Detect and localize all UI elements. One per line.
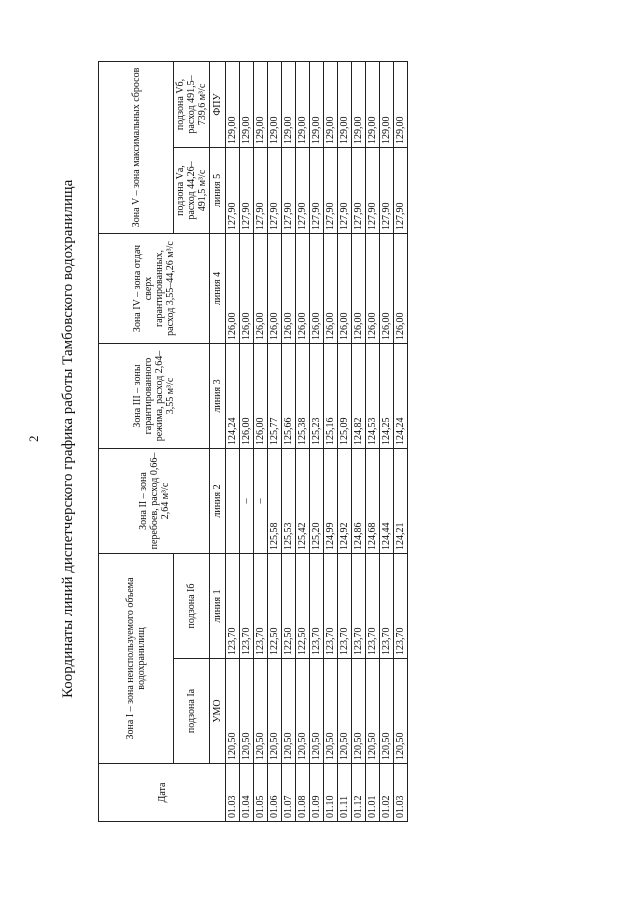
table-row <box>296 62 310 822</box>
value-cell: 125,77 <box>268 344 282 449</box>
value-cell: 120,50 <box>338 659 352 764</box>
header-zone-2: Зона II – зона перебоев, расход 0,66–2,64 м³/с <box>99 449 210 554</box>
value-cell: 127,90 <box>380 148 394 234</box>
value-cell: 120,50 <box>352 659 366 764</box>
value-cell: 127,90 <box>338 148 352 234</box>
date-cell: 01.03 <box>394 764 408 822</box>
value-cell: 127,90 <box>310 148 324 234</box>
value-cell: 120,50 <box>380 659 394 764</box>
header-line-label: ФПУ <box>210 62 226 148</box>
value-cell: 120,50 <box>394 659 408 764</box>
header-line-label: линия 2 <box>210 449 226 554</box>
page-number: 2 <box>26 435 41 442</box>
value-cell: 124,24 <box>394 344 408 449</box>
value-cell: 126,00 <box>338 234 352 344</box>
value-cell: 123,70 <box>324 554 338 659</box>
value-cell: 123,70 <box>352 554 366 659</box>
value-cell <box>226 449 240 554</box>
value-cell: 126,00 <box>226 234 240 344</box>
value-cell: 126,00 <box>240 344 254 449</box>
value-cell: 124,99 <box>324 449 338 554</box>
date-cell: 01.07 <box>282 764 296 822</box>
value-cell: 127,90 <box>352 148 366 234</box>
value-cell: 124,25 <box>380 344 394 449</box>
value-cell: 127,90 <box>366 148 380 234</box>
header-zone-1a: подзона Iа <box>174 659 210 764</box>
value-cell: 126,00 <box>240 234 254 344</box>
table-row <box>338 62 352 822</box>
value-cell: 120,50 <box>268 659 282 764</box>
value-cell: 124,53 <box>366 344 380 449</box>
date-cell: 01.04 <box>240 764 254 822</box>
table-row <box>324 62 338 822</box>
value-cell: 120,50 <box>296 659 310 764</box>
value-cell: 126,00 <box>296 234 310 344</box>
value-cell: 126,00 <box>380 234 394 344</box>
table-row <box>310 62 324 822</box>
header-date: Дата <box>99 764 226 822</box>
value-cell: 126,00 <box>254 344 268 449</box>
value-cell: 127,90 <box>268 148 282 234</box>
value-cell: 124,44 <box>380 449 394 554</box>
date-cell: 01.05 <box>254 764 268 822</box>
dispatch-schedule-table <box>98 61 408 822</box>
header-zone-1: Зона I – зона неиспользуемого объема водохранилищ <box>99 554 174 764</box>
date-cell: 01.08 <box>296 764 310 822</box>
value-cell: 124,92 <box>338 449 352 554</box>
value-cell: 129,00 <box>380 62 394 148</box>
table-row <box>268 62 282 822</box>
date-cell: 01.10 <box>324 764 338 822</box>
value-cell: 123,70 <box>254 554 268 659</box>
value-cell: 120,50 <box>240 659 254 764</box>
header-zone-4: Зона IV – зона отдач сверх гарантированных, расход 3,55–44,26 м³/с <box>99 234 210 344</box>
value-cell: – <box>254 449 268 554</box>
header-zone-1b: подзона Iб <box>174 554 210 659</box>
value-cell: 125,20 <box>310 449 324 554</box>
date-cell: 01.11 <box>338 764 352 822</box>
header-zone-5b: подзона Vб, расход 491,5–739,6 м³/с <box>174 62 210 148</box>
value-cell: 129,00 <box>324 62 338 148</box>
value-cell: 122,50 <box>268 554 282 659</box>
value-cell: 127,90 <box>394 148 408 234</box>
date-cell: 01.02 <box>380 764 394 822</box>
table-body <box>226 62 408 822</box>
value-cell: 129,00 <box>352 62 366 148</box>
header-zone-5a: подзона Vа, расход 44,26–491,5 м³/с <box>174 148 210 234</box>
value-cell: 126,00 <box>310 234 324 344</box>
header-line-label: линия 3 <box>210 344 226 449</box>
header-line-label: УМО <box>210 659 226 764</box>
date-cell: 01.09 <box>310 764 324 822</box>
value-cell: 129,00 <box>296 62 310 148</box>
value-cell: 125,42 <box>296 449 310 554</box>
table-row <box>254 62 268 822</box>
value-cell: 129,00 <box>254 62 268 148</box>
date-cell: 01.06 <box>268 764 282 822</box>
value-cell: 120,50 <box>254 659 268 764</box>
value-cell: 126,00 <box>352 234 366 344</box>
value-cell: 122,50 <box>296 554 310 659</box>
value-cell: 120,50 <box>282 659 296 764</box>
value-cell: 125,66 <box>282 344 296 449</box>
value-cell: 129,00 <box>394 62 408 148</box>
value-cell: 123,70 <box>366 554 380 659</box>
page-title: Координаты линий диспетчерского графика работы Тамбовского водохранилища <box>60 179 76 698</box>
value-cell: 123,70 <box>226 554 240 659</box>
value-cell: 120,50 <box>366 659 380 764</box>
value-cell: 127,90 <box>324 148 338 234</box>
value-cell: 124,24 <box>226 344 240 449</box>
value-cell: 122,50 <box>282 554 296 659</box>
value-cell: 126,00 <box>282 234 296 344</box>
value-cell: 129,00 <box>268 62 282 148</box>
value-cell: 124,21 <box>394 449 408 554</box>
value-cell: 125,09 <box>338 344 352 449</box>
value-cell: 129,00 <box>226 62 240 148</box>
table-row <box>226 62 240 822</box>
dispatch-table-wrapper <box>98 62 406 822</box>
value-cell: 124,68 <box>366 449 380 554</box>
value-cell: 129,00 <box>240 62 254 148</box>
value-cell: 120,50 <box>226 659 240 764</box>
value-cell: 123,70 <box>380 554 394 659</box>
value-cell: 129,00 <box>282 62 296 148</box>
value-cell: 127,90 <box>226 148 240 234</box>
date-cell: 01.12 <box>352 764 366 822</box>
value-cell: 123,70 <box>394 554 408 659</box>
header-line-label: линия 5 <box>210 148 226 234</box>
header-line-label: линия 1 <box>210 554 226 659</box>
table-row <box>240 62 254 822</box>
value-cell: – <box>240 449 254 554</box>
value-cell: 124,86 <box>352 449 366 554</box>
value-cell: 129,00 <box>366 62 380 148</box>
value-cell: 124,82 <box>352 344 366 449</box>
line-label-row <box>210 62 226 822</box>
value-cell: 125,53 <box>282 449 296 554</box>
header-zone-3: Зона III – зоны гарантированного режима, расход 2,64–3,55 м³/с <box>99 344 210 449</box>
date-cell: 01.01 <box>366 764 380 822</box>
date-cell: 01.03 <box>226 764 240 822</box>
value-cell: 123,70 <box>338 554 352 659</box>
value-cell: 126,00 <box>324 234 338 344</box>
value-cell: 120,50 <box>310 659 324 764</box>
value-cell: 123,70 <box>240 554 254 659</box>
header-line-label: линия 4 <box>210 234 226 344</box>
value-cell: 126,00 <box>394 234 408 344</box>
table-row <box>352 62 366 822</box>
value-cell: 129,00 <box>338 62 352 148</box>
value-cell: 125,16 <box>324 344 338 449</box>
value-cell: 127,90 <box>240 148 254 234</box>
value-cell: 127,90 <box>296 148 310 234</box>
value-cell: 125,58 <box>268 449 282 554</box>
value-cell: 123,70 <box>310 554 324 659</box>
table-row <box>282 62 296 822</box>
value-cell: 129,00 <box>310 62 324 148</box>
value-cell: 126,00 <box>366 234 380 344</box>
header-zone-5: Зона V – зона максимальных сбросов <box>99 62 174 234</box>
value-cell: 125,23 <box>310 344 324 449</box>
value-cell: 126,00 <box>254 234 268 344</box>
value-cell: 126,00 <box>268 234 282 344</box>
value-cell: 127,90 <box>254 148 268 234</box>
table-row <box>394 62 408 822</box>
value-cell: 125,38 <box>296 344 310 449</box>
table-row <box>366 62 380 822</box>
value-cell: 127,90 <box>282 148 296 234</box>
value-cell: 120,50 <box>324 659 338 764</box>
table-row <box>380 62 394 822</box>
